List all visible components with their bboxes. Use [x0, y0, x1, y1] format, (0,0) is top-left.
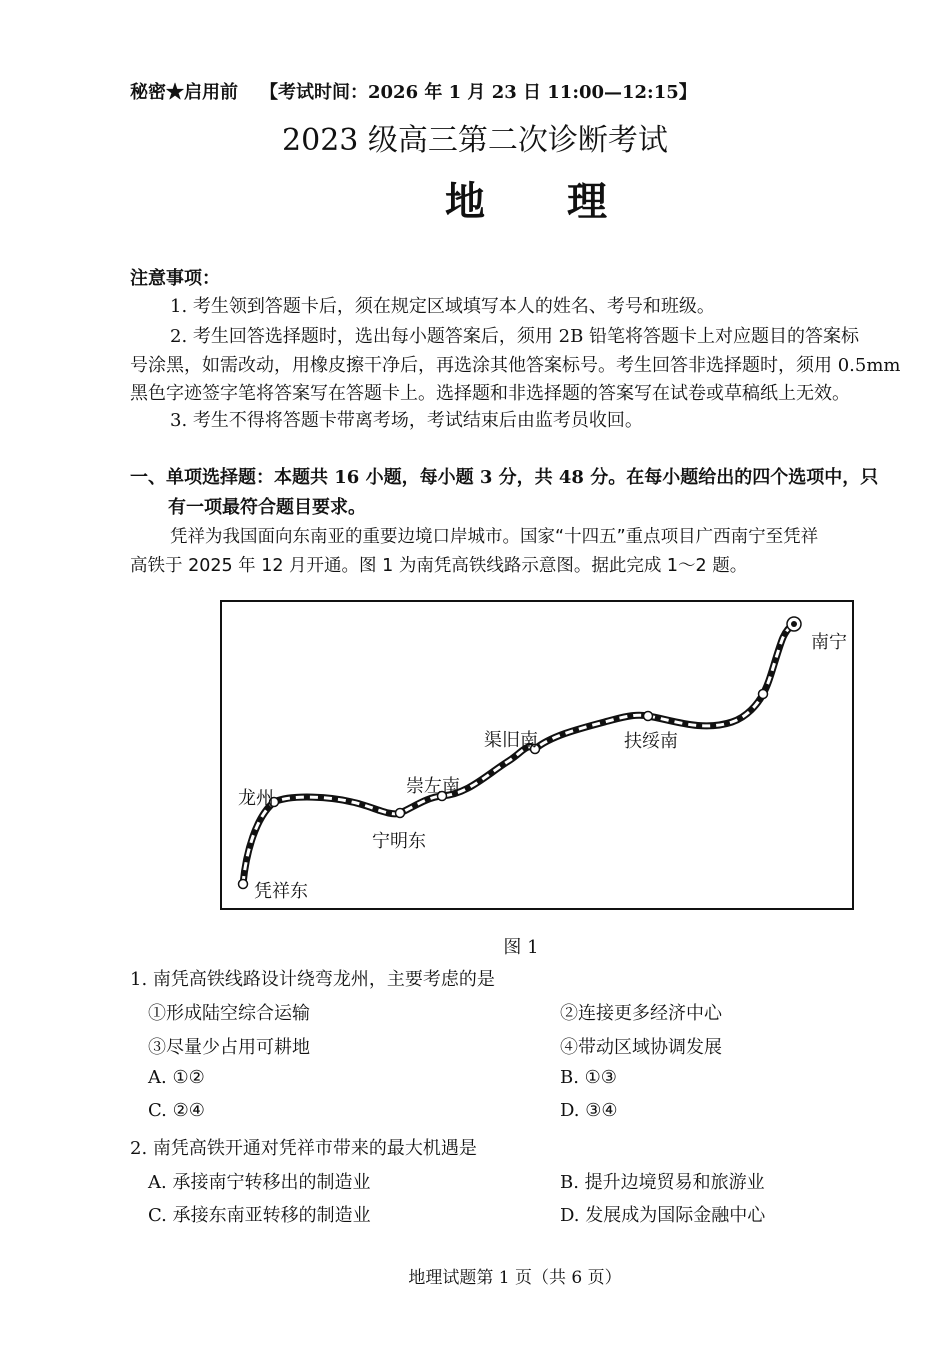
question-2-stem: 2. 南凭高铁开通对凭祥市带来的最大机遇是 — [130, 1138, 477, 1159]
question-2-option-b[interactable]: B. 提升边境贸易和旅游业 — [560, 1172, 765, 1193]
page-footer: 地理试题第 1 页（共 6 页） — [408, 1268, 622, 1288]
question-2-option-a[interactable]: A. 承接南宁转移出的制造业 — [148, 1172, 371, 1193]
secret-mark: 秘密★启用前 — [130, 82, 238, 103]
station-label-pingxiang-dong: 凭祥东 — [254, 881, 308, 902]
question-intro-line-2: 高铁于 2025 年 12 月开通。图 1 为南凭高铁线路示意图。据此完成 1～2 题。 — [130, 556, 748, 576]
question-1-stem: 1. 南凭高铁线路设计绕弯龙州，主要考虑的是 — [130, 969, 495, 990]
station-dot-ningming-dong — [396, 809, 405, 818]
question-1-option-c[interactable]: C. ②④ — [148, 1100, 205, 1121]
station-label-longzhou: 龙州 — [238, 788, 274, 809]
station-label-fusui-nan: 扶绥南 — [624, 731, 678, 752]
question-intro-line-1: 凭祥为我国面向东南亚的重要边境口岸城市。国家“十四五”重点项目广西南宁至凭祥 — [170, 527, 819, 547]
question-1-option-a[interactable]: A. ①② — [148, 1067, 205, 1088]
notice-item-3: 3. 考生不得将答题卡带离考场，考试结束后由监考员收回。 — [170, 410, 643, 431]
notice-item-1: 1. 考生领到答题卡后，须在规定区域填写本人的姓名、考号和班级。 — [170, 296, 715, 317]
question-1-statement-2: ②连接更多经济中心 — [560, 1003, 722, 1024]
question-1-statement-3: ③尽量少占用可耕地 — [148, 1037, 310, 1058]
notice-item-2-line-3: 黑色字迹签字笔将答案写在答题卡上。选择题和非选择题的答案写在试卷或草稿纸上无效。 — [130, 383, 850, 404]
question-2-option-d[interactable]: D. 发展成为国际金融中心 — [560, 1205, 766, 1226]
notice-heading: 注意事项： — [130, 268, 220, 289]
station-label-qujiu-nan: 渠旧南 — [484, 730, 538, 751]
exam-time: 【考试时间：2026 年 1 月 23 日 11:00—12:15】 — [260, 82, 697, 103]
station-dot-pingxiang-dong — [239, 880, 248, 889]
station-label-ningming-dong: 宁明东 — [372, 831, 426, 852]
railway-line-svg — [222, 602, 852, 908]
exam-header — [130, 78, 697, 104]
station-dot-unnamed — [759, 690, 768, 699]
subject-title: 地 理 — [445, 178, 641, 225]
notice-item-2-line-1: 2. 考生回答选择题时，选出每小题答案后，须用 2B 铅笔将答题卡上对应题目的答案标 — [170, 326, 860, 347]
section-heading-line-2: 有一项最符合题目要求。 — [168, 497, 366, 518]
station-label-nanning: 南宁 — [811, 632, 847, 653]
question-1-option-b[interactable]: B. ①③ — [560, 1067, 617, 1088]
notice-item-2-line-2: 号涂黑，如需改动，用橡皮擦干净后，再选涂其他答案标号。考生回答非选择题时，须用 0.5mm — [130, 355, 901, 376]
question-1-option-d[interactable]: D. ③④ — [560, 1100, 618, 1121]
section-heading-line-1: 一、单项选择题：本题共 16 小题，每小题 3 分，共 48 分。在每小题给出的四个选项中，只 — [130, 467, 879, 488]
station-label-chongzuo-nan: 崇左南 — [406, 776, 460, 797]
railway-line-dash — [243, 624, 794, 884]
question-2-option-c[interactable]: C. 承接东南亚转移的制造业 — [148, 1205, 371, 1226]
figure-caption: 图 1 — [503, 937, 539, 958]
question-1-statement-4: ④带动区域协调发展 — [560, 1037, 722, 1058]
station-dot-nanning-inner — [791, 621, 797, 627]
railway-map — [220, 600, 854, 910]
station-dot-fusui-nan — [644, 712, 653, 721]
exam-title: 2023 级高三第二次诊断考试 — [282, 123, 668, 158]
question-1-statement-1: ①形成陆空综合运输 — [148, 1003, 310, 1024]
